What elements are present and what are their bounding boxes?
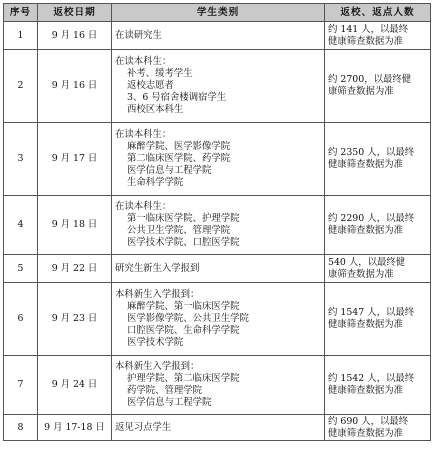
header-date: 返校日期 xyxy=(38,4,112,22)
cell-student-type xyxy=(112,22,325,50)
table-row xyxy=(4,123,431,196)
cell-date: 9 月 17-18 日 xyxy=(38,415,112,441)
table-row xyxy=(4,255,431,283)
header-row xyxy=(4,4,431,22)
cell-count xyxy=(325,415,431,441)
cell-date: 9 月 24 日 xyxy=(38,356,112,415)
return-schedule-table xyxy=(3,3,431,441)
student-type-line: 麻醉学院、医学影像学院 xyxy=(127,141,231,152)
cell-student-type xyxy=(112,415,325,441)
cell-count xyxy=(325,283,431,356)
student-type-line: 补考、缓考学生 xyxy=(127,68,193,79)
cell-student-type xyxy=(112,283,325,356)
cell-student-type xyxy=(112,123,325,196)
student-type-line: 医学技术学院 xyxy=(127,337,184,348)
header-count: 返校、返点人数 xyxy=(325,4,431,22)
header-no: 序号 xyxy=(4,4,38,22)
student-type-line: 医学信息与工程学院 xyxy=(127,165,212,176)
cell-count xyxy=(325,50,431,123)
count-line: 康筛查数据为准 xyxy=(328,268,394,280)
cell-no: 1 xyxy=(4,22,38,50)
student-type-line: 本科新生入学报到： xyxy=(115,289,200,300)
cell-date: 9 月 18 日 xyxy=(38,196,112,255)
student-type-line: 医学技术学院、口腔医学院 xyxy=(127,237,240,248)
student-type-line: 口腔医学院、生命科学学院 xyxy=(127,325,240,336)
student-type-line: 在读研究生 xyxy=(115,29,162,41)
cell-date: 9 月 23 日 xyxy=(38,283,112,356)
student-type-line: 3、6 号宿舍楼调宿学生 xyxy=(127,92,227,103)
cell-date: 9 月 16 日 xyxy=(38,22,112,50)
cell-count xyxy=(325,22,431,50)
student-type-line: 药学院、管理学院 xyxy=(127,385,203,396)
table-row xyxy=(4,356,431,415)
count-line: 约 141 人，以最终 xyxy=(328,23,409,35)
count-line: 健康筛查数据为准 xyxy=(328,427,404,439)
count-line: 健康筛查数据为准 xyxy=(328,385,404,396)
table-row xyxy=(4,283,431,356)
count-line: 健康筛查数据为准 xyxy=(328,319,404,330)
count-line: 约 2290 人，以最终 xyxy=(328,213,415,224)
student-type-line: 麻醉学院、第一临床医学院 xyxy=(127,301,240,312)
cell-no: 4 xyxy=(4,196,38,255)
student-type-line: 护理学院、第二临床医学院 xyxy=(127,373,240,384)
cell-no: 2 xyxy=(4,50,38,123)
student-type-line: 生命科学学院 xyxy=(127,177,184,188)
table-row xyxy=(4,22,431,50)
student-type-line: 返校志愿者 xyxy=(127,80,174,91)
count-line: 约 2350 人，以最终 xyxy=(328,147,415,158)
cell-count xyxy=(325,123,431,196)
student-type-line: 本科新生入学报到： xyxy=(115,361,200,372)
student-type-line: 医学信息与工程学院 xyxy=(127,397,212,408)
student-type-line: 第一临床医学院、护理学院 xyxy=(127,213,240,224)
cell-no: 8 xyxy=(4,415,38,441)
cell-date: 9 月 17 日 xyxy=(38,123,112,196)
cell-no: 5 xyxy=(4,255,38,283)
count-line: 康筛查数据为准 xyxy=(328,86,394,97)
count-line: 健康筛查数据为准 xyxy=(328,225,404,236)
cell-student-type xyxy=(112,356,325,415)
table-row xyxy=(4,196,431,255)
student-type-line: 在读本科生： xyxy=(115,129,172,140)
cell-date: 9 月 22 日 xyxy=(38,255,112,283)
count-line: 540 人，以最终健 xyxy=(328,256,406,268)
cell-student-type xyxy=(112,255,325,283)
student-type-line: 返见习点学生 xyxy=(115,421,172,433)
table-row xyxy=(4,415,431,441)
student-type-line: 研究生新生入学报到 xyxy=(115,262,200,274)
cell-no: 3 xyxy=(4,123,38,196)
cell-student-type xyxy=(112,196,325,255)
cell-no: 7 xyxy=(4,356,38,415)
count-line: 约 2700，以最终健 xyxy=(328,74,412,85)
cell-count xyxy=(325,196,431,255)
table-body xyxy=(4,22,431,441)
student-type-line: 医学影像学院、公共卫生学院 xyxy=(127,313,249,324)
student-type-line: 在读本科生： xyxy=(115,201,172,212)
cell-count xyxy=(325,356,431,415)
cell-date: 9 月 16 日 xyxy=(38,50,112,123)
count-line: 约 690 人，以最终 xyxy=(328,415,409,427)
cell-no: 6 xyxy=(4,283,38,356)
student-type-line: 西校区本科生 xyxy=(127,104,184,115)
count-line: 约 1542 人，以最终 xyxy=(328,373,415,384)
student-type-line: 公共卫生学院、管理学院 xyxy=(127,225,231,236)
student-type-line: 第二临床医学院、药学院 xyxy=(127,153,231,164)
table-row xyxy=(4,50,431,123)
count-line: 约 1547 人，以最终 xyxy=(328,307,415,318)
cell-student-type xyxy=(112,50,325,123)
count-line: 健康筛查数据为准 xyxy=(328,35,404,47)
cell-count xyxy=(325,255,431,283)
count-line: 健康筛查数据为准 xyxy=(328,159,404,170)
header-type: 学生类别 xyxy=(112,4,325,22)
student-type-line: 在读本科生： xyxy=(115,56,172,67)
